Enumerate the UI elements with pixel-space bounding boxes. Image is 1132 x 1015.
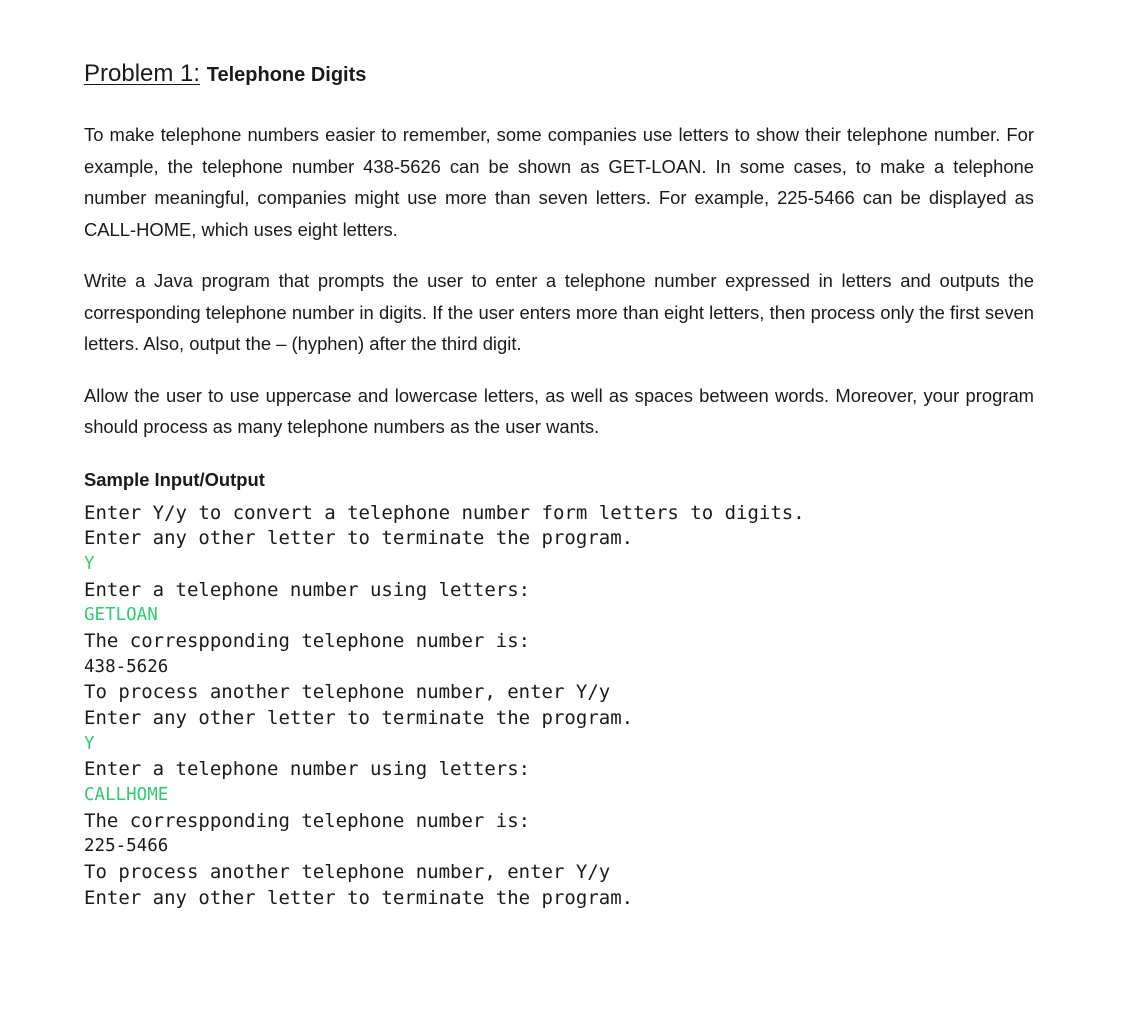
console-line-2: Y — [84, 553, 95, 574]
console-line-9: Y — [84, 733, 95, 754]
console-line-1: Enter any other letter to terminate the program. — [84, 527, 634, 550]
paragraph-task: Write a Java program that prompts the user to enter a telephone number expressed in letters and outputs the corresponding telephone number in digits. If the user enters more than eight letters, then process only the first seven letters. Also, output the – (hyphen) after the third digit. — [84, 270, 1034, 354]
console-line-14: To process another telephone number, enter Y/y — [84, 861, 611, 884]
title-prefix: Problem 1: — [84, 60, 201, 87]
paragraph-requirements: Allow the user to use uppercase and lowercase letters, as well as spaces between words. Moreover, your program should process as many telephone numbers as the user wants. — [84, 384, 1034, 437]
console-line-7: To process another telephone number, enter Y/y — [84, 681, 611, 704]
console-line-5: The correspponding telephone number is: — [84, 629, 531, 652]
console-line-12: The correspponding telephone number is: — [84, 809, 531, 832]
page-title — [84, 58, 1034, 91]
sample-console-output — [84, 501, 1034, 912]
title-main: Telephone Digits — [206, 64, 367, 86]
console-line-0: Enter Y/y to convert a telephone number form letters to digits. — [84, 501, 805, 524]
console-line-15: Enter any other letter to terminate the program. — [84, 886, 634, 909]
sample-heading: Sample Input/Output — [84, 468, 265, 490]
console-line-6: 438-5626 — [84, 656, 169, 677]
document-page — [84, 58, 1034, 912]
console-line-3: Enter a telephone number using letters: — [84, 578, 531, 601]
console-line-10: Enter a telephone number using letters: — [84, 758, 531, 781]
console-line-8: Enter any other letter to terminate the program. — [84, 707, 634, 729]
paragraph-intro: To make telephone numbers easier to remember, some companies use letters to show their telephone number. For example, the telephone number 438-5626 can be shown as GET-LOAN. In some cases, to make a telephone number meaningful, companies might use more than seven letters. For example, 225-5466 can be displayed as CALL-HOME, which uses eight letters. — [84, 124, 1034, 240]
console-line-11: CALLHOME — [84, 785, 169, 806]
console-line-4: GETLOAN — [84, 605, 158, 626]
console-line-13: 225-5466 — [84, 836, 169, 857]
